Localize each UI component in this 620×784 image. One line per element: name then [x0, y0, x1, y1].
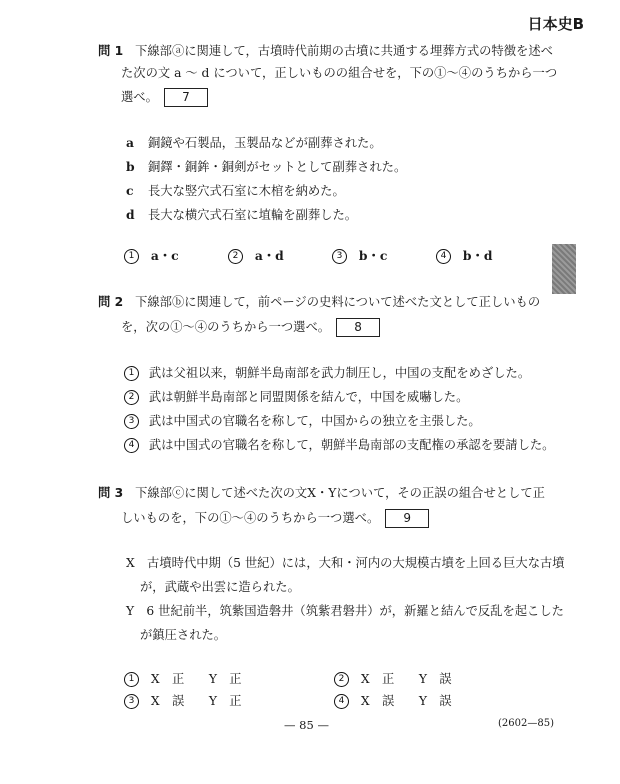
item-label: c — [126, 183, 134, 198]
q2-text1: 下線部ⓑに関連して，前ページの史料について述べた文として正しいもの — [135, 295, 541, 309]
q3-line1 — [98, 486, 545, 500]
subject-title: 日本史B — [527, 15, 584, 33]
choice-text: a・c — [150, 248, 179, 263]
q3-choice-4[interactable] — [334, 694, 452, 709]
item-text: 長大な竪穴式石室に木棺を納めた。 — [148, 184, 345, 198]
circled-number-icon: 3 — [124, 694, 139, 709]
circled-number-icon: 1 — [124, 672, 139, 687]
q3-statement-y-line1: Y 6 世紀前半，筑紫国造磐井（筑紫君磐井）が，新羅と結んで反乱を起こした — [126, 604, 564, 618]
exam-code: (2602—85) — [498, 718, 554, 729]
q1-text1: 下線部ⓐに関連して，古墳時代前期の古墳に共通する埋葬方式の特徴を述べ — [135, 44, 553, 58]
q2-line1 — [98, 295, 540, 309]
q3-statement-x-line2: が，武蔵や出雲に造られた。 — [140, 580, 300, 594]
q2-line2 — [121, 318, 380, 337]
q2-head: 問 2 — [98, 295, 124, 309]
q3-statement-y-line2: が鎮圧された。 — [140, 628, 227, 642]
circled-number-icon: 2 — [124, 390, 139, 405]
answer-box-8[interactable]: 8 — [336, 318, 380, 337]
q1-choice-2[interactable] — [228, 249, 284, 264]
item-label: d — [126, 207, 135, 222]
circled-number-icon: 1 — [124, 366, 139, 381]
q1-text3: 選べ。 — [121, 90, 158, 104]
q1-line3 — [121, 88, 208, 107]
choice-text: a・d — [254, 248, 284, 263]
q3-head: 問 3 — [98, 486, 124, 500]
q2-choice-2[interactable] — [124, 390, 468, 405]
choice-text: 武は朝鮮半島南部と同盟関係を結んで，中国を威嚇した。 — [148, 390, 469, 404]
page-side-tab — [552, 244, 576, 294]
q1-line2: た次の文 a ～ d について，正しいものの組合せを，下の①～④のうちから一つ — [121, 66, 558, 80]
q2-choice-1[interactable] — [124, 366, 530, 381]
q2-choice-3[interactable] — [124, 414, 481, 429]
item-label: a — [126, 135, 134, 150]
q1-item-d — [126, 208, 357, 222]
choice-text: 武は中国式の官職名を称して，朝鮮半島南部の支配権の承認を要請した。 — [148, 438, 555, 452]
choice-text: b・d — [462, 248, 493, 263]
q3-text1: 下線部ⓒに関して述べた次の文X・Yについて，その正誤の組合せとして正 — [135, 486, 545, 500]
item-text: 銅鐸・銅鉾・銅剣がセットとして副葬された。 — [148, 160, 407, 174]
choice-text: X 誤 Y 正 — [150, 694, 242, 708]
q3-statement-x-line1: X 古墳時代中期（5 世紀）には，大和・河内の大規模古墳を上回る巨大な古墳 — [126, 556, 565, 570]
q1-line1 — [98, 44, 553, 58]
q3-choice-3[interactable] — [124, 694, 242, 709]
circled-number-icon: 1 — [124, 249, 139, 264]
q1-head: 問 1 — [98, 44, 124, 58]
choice-text: X 誤 Y 誤 — [360, 694, 452, 708]
answer-box-7[interactable]: 7 — [164, 88, 208, 107]
q3-text2: しいものを，下の①～④のうちから一つ選べ。 — [121, 511, 380, 525]
choice-text: b・c — [358, 248, 388, 263]
q1-item-b — [126, 160, 406, 174]
circled-number-icon: 4 — [124, 438, 139, 453]
circled-number-icon: 4 — [436, 249, 451, 264]
item-text: 長大な横穴式石室に埴輪を副葬した。 — [148, 208, 358, 222]
answer-box-9[interactable]: 9 — [385, 509, 429, 528]
q1-choice-3[interactable] — [332, 249, 387, 264]
circled-number-icon: 2 — [228, 249, 243, 264]
q3-choice-2[interactable] — [334, 672, 452, 687]
q1-choice-1[interactable] — [124, 249, 179, 264]
page-number: — 85 — — [284, 718, 329, 732]
choice-text: X 正 Y 正 — [150, 672, 242, 686]
item-label: b — [126, 159, 135, 174]
circled-number-icon: 3 — [124, 414, 139, 429]
circled-number-icon: 3 — [332, 249, 347, 264]
choice-text: 武は中国式の官職名を称して，中国からの独立を主張した。 — [148, 414, 481, 428]
item-text: 銅鏡や石製品，玉製品などが副葬された。 — [148, 136, 382, 150]
q1-choice-4[interactable] — [436, 249, 492, 264]
circled-number-icon: 2 — [334, 672, 349, 687]
q1-item-a — [126, 136, 382, 150]
q3-choice-1[interactable] — [124, 672, 242, 687]
q2-text2: を，次の①～④のうちから一つ選べ。 — [121, 320, 331, 334]
q1-item-c — [126, 184, 345, 198]
q2-choice-4[interactable] — [124, 438, 554, 453]
choice-text: 武は父祖以来，朝鮮半島南部を武力制圧し，中国の支配をめざした。 — [148, 366, 531, 380]
q3-line2 — [121, 509, 429, 528]
circled-number-icon: 4 — [334, 694, 349, 709]
choice-text: X 正 Y 誤 — [360, 672, 452, 686]
